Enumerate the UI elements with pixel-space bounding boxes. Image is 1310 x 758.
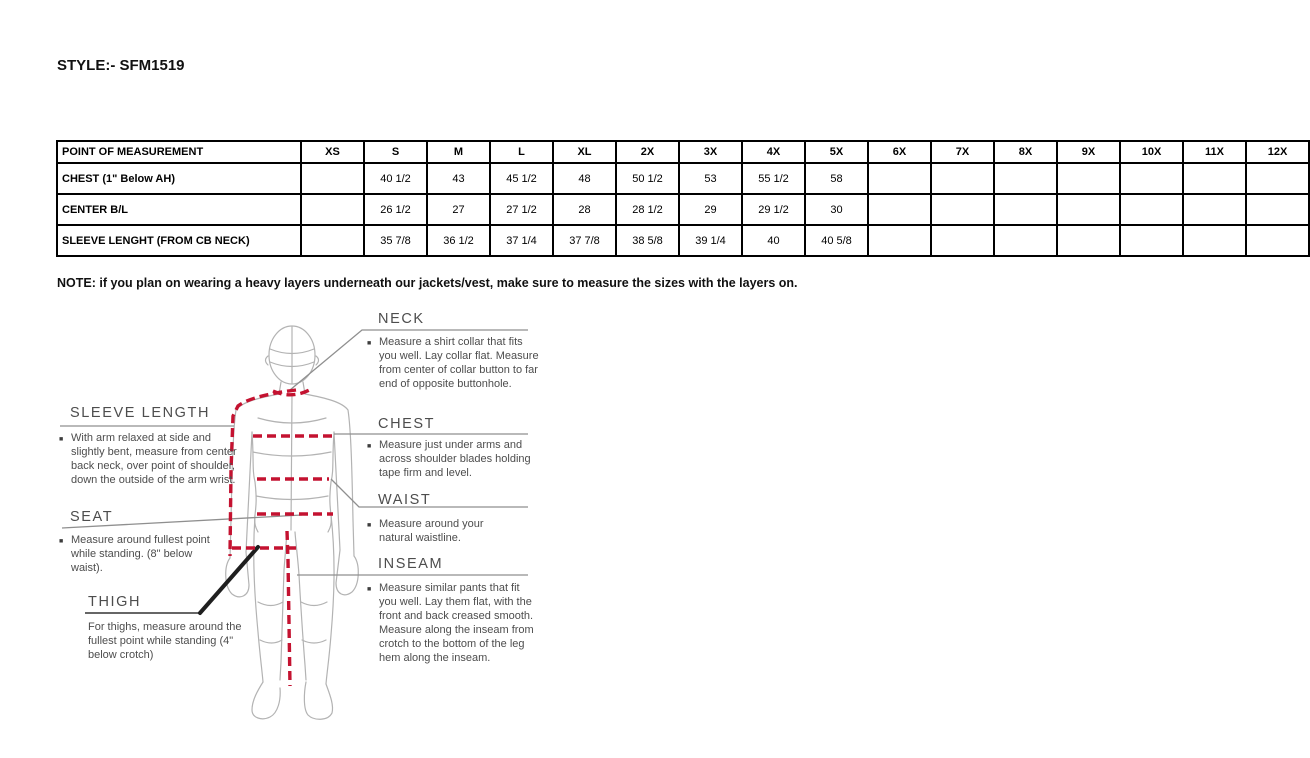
column-header-11x: 11X (1183, 141, 1246, 163)
size-value-cell: 27 1/2 (490, 194, 553, 225)
size-value-cell (1120, 225, 1183, 256)
waist-title: WAIST (378, 492, 432, 508)
column-header-10x: 10X (1120, 141, 1183, 163)
size-table-row (57, 194, 1309, 225)
size-value-cell (931, 194, 994, 225)
measurement-row-label: SLEEVE LENGHT (FROM CB NECK) (57, 225, 301, 256)
size-value-cell (301, 194, 364, 225)
size-value-cell: 29 (679, 194, 742, 225)
size-value-cell: 35 7/8 (364, 225, 427, 256)
size-value-cell (1057, 163, 1120, 194)
size-value-cell: 37 1/4 (490, 225, 553, 256)
size-value-cell (1120, 194, 1183, 225)
size-value-cell (1183, 194, 1246, 225)
size-value-cell: 36 1/2 (427, 225, 490, 256)
size-value-cell (1246, 225, 1309, 256)
size-value-cell (868, 225, 931, 256)
size-value-cell: 28 (553, 194, 616, 225)
size-value-cell (1120, 163, 1183, 194)
column-header-point-of-measurement: POINT OF MEASUREMENT (57, 141, 301, 163)
size-value-cell (1183, 225, 1246, 256)
size-value-cell (1183, 163, 1246, 194)
size-value-cell (931, 163, 994, 194)
style-code-header: STYLE:- SFM1519 (57, 57, 185, 74)
size-value-cell (994, 163, 1057, 194)
size-value-cell: 26 1/2 (364, 194, 427, 225)
measurement-row-label: CHEST (1" Below AH) (57, 163, 301, 194)
column-header-4x: 4X (742, 141, 805, 163)
size-value-cell: 45 1/2 (490, 163, 553, 194)
size-value-cell: 40 1/2 (364, 163, 427, 194)
size-value-cell: 37 7/8 (553, 225, 616, 256)
inseam-description: ■ Measure similar pants that fit you well. Lay them flat, with the front and back creased smooth. Measure along the inseam from crotch to the bottom of the leg hem along the inseam. (366, 581, 539, 665)
size-value-cell: 43 (427, 163, 490, 194)
column-header-s: S (364, 141, 427, 163)
size-value-cell (1246, 194, 1309, 225)
inseam-measure-line (287, 531, 290, 686)
size-value-cell: 29 1/2 (742, 194, 805, 225)
size-value-cell (1246, 163, 1309, 194)
neck-description: ■ Measure a shirt collar that fits you well. Lay collar flat. Measure from center of collar button to far end of opposite buttonhole. (366, 335, 539, 391)
column-header-3x: 3X (679, 141, 742, 163)
size-value-cell: 38 5/8 (616, 225, 679, 256)
column-header-2x: 2X (616, 141, 679, 163)
size-value-cell: 27 (427, 194, 490, 225)
size-table (56, 140, 1310, 257)
column-header-7x: 7X (931, 141, 994, 163)
size-value-cell (1057, 194, 1120, 225)
size-value-cell (301, 163, 364, 194)
column-header-l: L (490, 141, 553, 163)
column-header-8x: 8X (994, 141, 1057, 163)
size-value-cell (868, 163, 931, 194)
size-value-cell: 40 (742, 225, 805, 256)
seat-description: ■ Measure around fullest point while standing. (8" below waist). (58, 533, 221, 575)
neck-title: NECK (378, 311, 425, 327)
size-value-cell (931, 225, 994, 256)
size-value-cell: 30 (805, 194, 868, 225)
note-text: NOTE: if you plan on wearing a heavy layers underneath our jackets/vest, make sure to measure the sizes with the layers on. (57, 276, 798, 290)
size-value-cell: 50 1/2 (616, 163, 679, 194)
thigh-title: THIGH (88, 594, 142, 610)
size-value-cell: 55 1/2 (742, 163, 805, 194)
size-table-header-row (57, 141, 1309, 163)
size-value-cell: 39 1/4 (679, 225, 742, 256)
size-value-cell (994, 225, 1057, 256)
sleeve-length-description: ■ With arm relaxed at side and slightly bent, measure from center back neck, over point of shoulder, down the outside of the arm wrist. (58, 431, 246, 487)
size-value-cell (994, 194, 1057, 225)
sleeve-length-title: SLEEVE LENGTH (70, 405, 211, 421)
size-value-cell: 28 1/2 (616, 194, 679, 225)
size-value-cell: 48 (553, 163, 616, 194)
size-table-row (57, 163, 1309, 194)
column-header-9x: 9X (1057, 141, 1120, 163)
chest-description: ■ Measure just under arms and across shoulder blades holding tape firm and level. (366, 438, 541, 480)
chest-title: CHEST (378, 416, 436, 432)
size-value-cell (1057, 225, 1120, 256)
measurement-row-label: CENTER B/L (57, 194, 301, 225)
inseam-title: INSEAM (378, 556, 444, 572)
measurement-diagram (0, 300, 1200, 758)
column-header-6x: 6X (868, 141, 931, 163)
thigh-description: For thighs, measure around the fullest point while standing (4" below crotch) (88, 621, 242, 661)
column-header-5x: 5X (805, 141, 868, 163)
column-header-xl: XL (553, 141, 616, 163)
seat-title: SEAT (70, 509, 114, 525)
size-table-row (57, 225, 1309, 256)
column-header-xs: XS (301, 141, 364, 163)
waist-description: ■ Measure around your natural waistline. (366, 517, 519, 545)
size-value-cell (301, 225, 364, 256)
size-value-cell: 40 5/8 (805, 225, 868, 256)
size-value-cell: 58 (805, 163, 868, 194)
column-header-m: M (427, 141, 490, 163)
size-value-cell: 53 (679, 163, 742, 194)
column-header-12x: 12X (1246, 141, 1309, 163)
size-value-cell (868, 194, 931, 225)
